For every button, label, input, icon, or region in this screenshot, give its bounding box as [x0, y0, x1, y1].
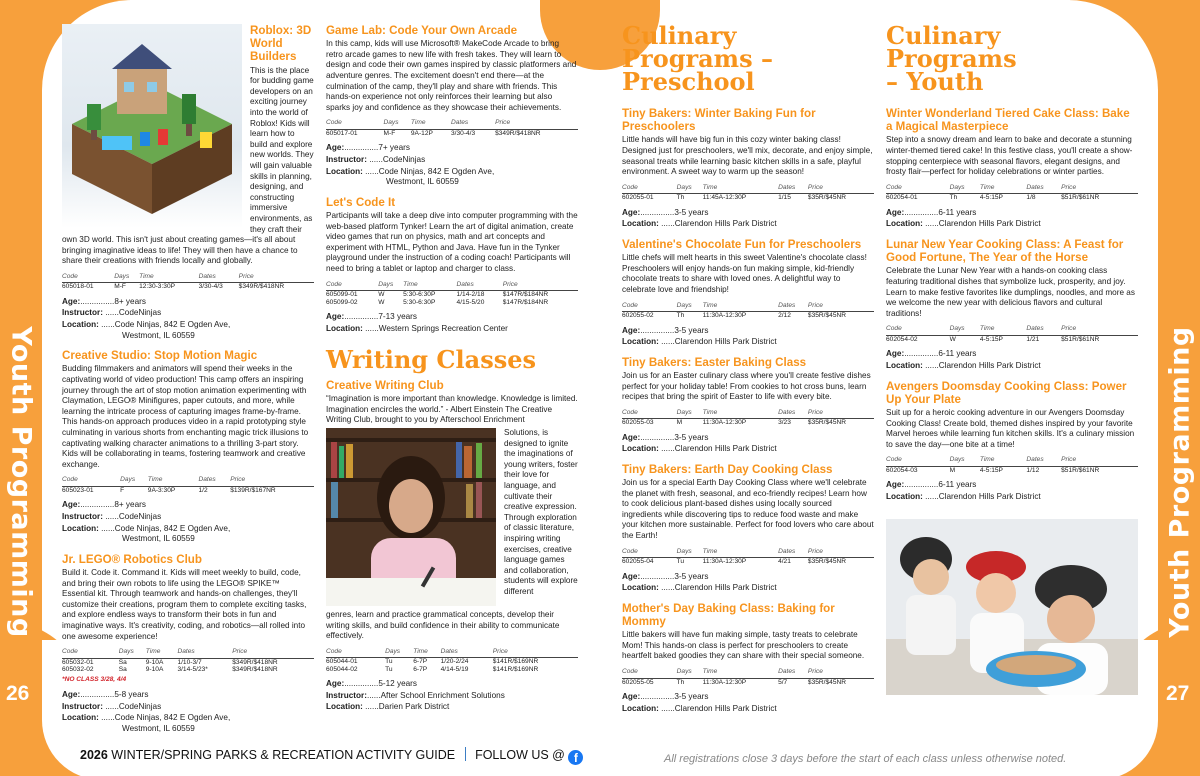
facebook-icon[interactable]: f: [568, 750, 583, 765]
easter-title: Tiny Bakers: Easter Baking Class: [622, 355, 807, 369]
page-number-left: 26: [6, 682, 30, 705]
easter-desc: Join us for an Easter culinary class where you'll create festive dishes perfect for your holiday table! From cookies to hot cross buns, learn recipes that bring the spirit of Easter to life with every bite.: [622, 370, 871, 402]
lunar-new-year-location: Location: ......Clarendon Hills Park District: [886, 360, 1041, 370]
winter-baking-title: Tiny Bakers: Winter Baking Fun for Preschoolers: [622, 107, 816, 134]
stop-motion-desc: Budding filmmakers and animators will spend their weeks in the captivating world of video production! This camp offers an inspiring journey through the art of stop motion animation experimenting with Claymation, LEGO® Minifigures, paper cutouts, and more, while learning the intricate process of capturing images frame-by-frame. This hands-on approach produces video in a rapid prototyping style culminating in various shorts from enchanting magic trick illusions to captivating walking character animations to a thrilling 3-part story. Kids will be collaborating in teams, fostering teamwork and creative exchange.: [62, 364, 309, 469]
tiered-cake-desc: Step into a snowy dream and learn to bake and decorate a stunning winter-themed tiered cake! In this festive class, you'll create a show-stopping centerpiece with seasonal flavors, elegant designs, and frosty flair—perfect for holiday celebrations or winter parties.: [886, 135, 1133, 177]
avengers-table: Code Days Time Dates Price 602054-03 M 4-5:15P 1/12 $51R/$61NR: [886, 455, 1138, 474]
valentine-title: Valentine's Chocolate Fun for Preschoolers: [622, 237, 862, 251]
kids-cooking-photo: [886, 519, 1138, 695]
lunar-new-year-table: Code Days Time Dates Price 602054-02 W 4-5:15P 1/21 $51R/$61NR: [886, 324, 1138, 343]
game-lab-location: Location: ......Code Ninjas, 842 E Ogden Ave, Westmont, IL 60559: [326, 166, 495, 187]
stop-motion-title: Creative Studio: Stop Motion Magic: [62, 349, 258, 363]
writing-age: Age:...............5-12 years: [326, 679, 418, 689]
earth-day-table: Code Days Time Dates Price 602055-04 Tu 11:30A-12:30P 4/21 $35R/$45NR: [622, 547, 874, 566]
game-lab-instructor: Instructor: ......CodeNinjas: [326, 154, 426, 164]
table-row: 605017-01 M-F 9A-12P 3/30-4/3 $349R/$418NR: [326, 129, 541, 137]
table-row: 605099-02 W 5:30-6:30P 4/15-5/20 $147R/$184NR: [326, 298, 549, 306]
column-4: [886, 21, 1138, 695]
footer-follow: FOLLOW US @: [475, 748, 565, 762]
lunar-new-year-desc: Celebrate the Lunar New Year with a hands-on cooking class featuring traditional dishes that symbolize luck, prosperity, and joy. Learn to make festive favorites like dumplings, noodles, and more as we welcome the new year with delicious flavors and cultural traditions!: [886, 266, 1135, 318]
stop-motion-instructor: Instructor: ......CodeNinjas: [62, 512, 162, 521]
writing-table: Code Days Time Dates Price 605044-01 Tu 6-7P 1/20-2/24 $141R/$169NR 605044-02 Tu 6-7P 4/14-5/19 $141R/$169NR: [326, 647, 578, 673]
tiered-cake-table: Code Days Time Dates Price 602054-01 Th 4-5:15P 1/8 $51R/$61NR: [886, 183, 1138, 202]
writing-desc-1: “Imagination is more important than knowledge. Knowledge is limited. Imagination encircles the world.” - Albert Einstein The Creative Writing Club, brought to you by Afterschool Enrichment: [326, 394, 578, 425]
lets-code-desc: Participants will take a deep dive into computer programming with the web-based platform Tynker! Learn the art of digital animation, create video games that run on physics, math and art concepts and experiment with HTML, Python and Java. Have fun in the Tynker playground under the instruction of a coding coach! Participants will need to bring a tablet or laptop and charger to class.: [326, 210, 578, 273]
game-lab-table: Code Days Time Dates Price 605017-01 M-F 9A-12P 3/30-4/3 $349R/$418NR: [326, 118, 578, 137]
easter-age: Age:...............3-5 years: [622, 432, 709, 442]
culinary-preschool-heading: Culinary Programs – Preschool: [622, 21, 773, 96]
avengers-age: Age:...............6-11 years: [886, 480, 977, 490]
avengers-location: Location: ......Clarendon Hills Park District: [886, 491, 1041, 501]
tiered-cake-location: Location: ......Clarendon Hills Park District: [886, 219, 1041, 229]
footer-guide: WINTER/SPRING PARKS & RECREATION ACTIVITY GUIDE: [111, 748, 456, 762]
lego-desc: Build it. Code it. Command it. Kids will meet weekly to build, code, and bring their own robots to life using the LEGO® SPIKE™ Essential kit. Through teamwork and hands-on challenges, they'll customize their creations, program them to complete exciting tasks, and explore endless ways to transform their bots in fun and imaginative ways. It's creativity, coding, and robotics—all rolled into one awesome experience!: [62, 567, 307, 641]
lets-code-location: Location: ......Western Springs Recreation Center: [326, 323, 508, 333]
lego-instructor: Instructor: ......CodeNinjas: [62, 701, 162, 711]
footer-year: 2026: [80, 748, 108, 762]
roblox-image: [62, 24, 242, 228]
game-lab-age: Age:...............7+ years: [326, 143, 410, 153]
avengers-desc: Suit up for a heroic cooking adventure in our Avengers Doomsday Cooking Class! Create bold, themed dishes inspired by your favorite Marvel heroes while learning fun kitchen skills. It's a culinary mission to save the day—one bite at a time!: [886, 407, 1135, 449]
valentine-table: Code Days Time Dates Price 602055-02 Th 11:30A-12:30P 2/12 $35R/$45NR: [622, 301, 874, 320]
tiered-cake-age: Age:...............6-11 years: [886, 207, 977, 217]
writing-title: Creative Writing Club: [326, 379, 444, 393]
writing-desc-3: genres, learn and practice grammatical concepts, develop their writing skills, and build confidence in their ability to communicate effectively.: [326, 610, 560, 641]
column-2: [326, 24, 578, 714]
writing-section-heading: Writing Classes: [326, 345, 536, 375]
winter-baking-table: Code Days Time Dates Price 602055-01 Th 11:45A-12:30P 1/15 $35R/$45NR: [622, 183, 874, 202]
footer-note: All registrations close 3 days before the start of each class unless otherwise noted.: [664, 753, 1067, 765]
page-number-right: 27: [1166, 682, 1190, 705]
stop-motion-location: Location: ......Code Ninjas, 842 E Ogden Ave, Westmont, IL 60559: [62, 523, 231, 544]
winter-baking-desc: Little hands will have big fun in this cozy winter baking class! Designed just for preschoolers, we'll mix, decorate, and enjoy simple, seasonal treats while learning basic kitchen skills in a safe, playful environment. A sweet way to warm up the season!: [622, 135, 873, 177]
writing-instructor: Instructor:......After School Enrichment Solutions: [326, 690, 505, 700]
table-row: 602055-04 Tu 11:30A-12:30P 4/21 $35R/$45NR: [622, 558, 847, 566]
mothers-day-title: Mother's Day Baking Class: Baking for Mommy: [622, 601, 835, 629]
earth-day-location: Location: ......Clarendon Hills Park District: [622, 583, 777, 593]
table-row: 605099-01 W 5:30-6:30P 1/14-2/18 $147R/$184NR: [326, 291, 549, 299]
easter-table: Code Days Time Dates Price 602055-03 M 11:30A-12:30P 3/23 $35R/$45NR: [622, 408, 874, 427]
easter-location: Location: ......Clarendon Hills Park District: [622, 444, 777, 454]
table-row: 605044-01 Tu 6-7P 1/20-2/24 $141R/$169NR: [326, 658, 539, 666]
tiered-cake-title: Winter Wonderland Tiered Cake Class: Bake a Magical Masterpiece: [886, 107, 1130, 134]
winter-baking-age: Age:...............3-5 years: [622, 207, 709, 217]
writing-location: Location: ......Darien Park District: [326, 702, 450, 712]
table-row: 602054-03 M 4-5:15P 1/12 $51R/$61NR: [886, 466, 1100, 474]
lego-age: Age:...............5-8 years: [62, 690, 149, 700]
mothers-day-age: Age:...............3-5 years: [622, 692, 709, 702]
roblox-instructor: Instructor: ......CodeNinjas: [62, 308, 162, 318]
footer-divider: [465, 747, 466, 761]
valentine-location: Location: ......Clarendon Hills Park District: [622, 337, 777, 347]
earth-day-age: Age:...............3-5 years: [622, 571, 709, 581]
table-row: 602055-01 Th 11:45A-12:30P 1/15 $35R/$45NR: [622, 194, 847, 202]
roblox-location: Location: ......Code Ninjas, 842 E Ogden Ave, Westmont, IL 60559: [62, 320, 231, 340]
mothers-day-desc: Little bakers will have fun making simple, tasty treats to celebrate Mom! This hands-on class is perfect for preschoolers to create heartfelt baked goodies they can share with their special someone.: [622, 630, 865, 661]
winter-baking-location: Location: ......Clarendon Hills Park District: [622, 219, 777, 229]
lunar-new-year-age: Age:...............6-11 years: [886, 349, 977, 359]
table-row: 602054-01 Th 4-5:15P 1/8 $51R/$61NR: [886, 194, 1100, 202]
mothers-day-location: Location: ......Clarendon Hills Park District: [622, 703, 777, 713]
earth-day-desc: Join us for a special Earth Day Cooking Class where we'll celebrate the planet with fresh, seasonal, and eco-friendly recipes! Learn how to cook delicious plant-based dishes using locally sourced ingredients while discovering tips to reduce food waste and make your kitchen more sustainable. Perfect for food lovers who care about the Earth!: [622, 478, 874, 541]
roblox-age: Age:...............8+ years: [62, 296, 146, 306]
table-row: 602055-02 Th 11:30A-12:30P 2/12 $35R/$45NR: [622, 312, 847, 320]
valentine-desc: Little chefs will melt hearts in this sweet Valentine's chocolate class! Preschoolers will enjoy hands-on fun making simple, kid-friendly chocolate treats to share with loved ones. A delightful way to celebrate love and friendship!: [622, 253, 867, 294]
side-label-right: Youth Programming: [1164, 326, 1196, 638]
game-lab-title: Game Lab: Code Your Own Arcade: [326, 24, 518, 37]
lego-table: Code Days Time Dates Price 605032-01 Sa 9-10A 1/10-3/7 $349R/$418NR 605032-02 Sa 9-10A 3/14-5/23* $349R/$418NR: [62, 647, 314, 673]
table-row: 605018-01 M-F 12:30-3:30P 3/30-4/3 $349R/$418NR: [62, 283, 285, 291]
roblox-table: Code Days Time Dates Price 605018-01 M-F 12:30-3:30P 3/30-4/3 $349R/$418NR: [62, 272, 314, 291]
lets-code-table: Code Days Time Dates Price 605099-01 W 5:30-6:30P 1/14-2/18 $147R/$184NR 605099-02 W 5:30-6:30P 4/15-5/20 $147R/$184NR: [326, 280, 578, 306]
valentine-age: Age:...............3-5 years: [622, 325, 709, 335]
table-row: 605044-02 Tu 6-7P 4/14-5/19 $141R/$169NR: [326, 665, 539, 673]
mothers-day-table: Code Days Time Dates Price 602055-05 Th 11:30A-12:30P 5/7 $35R/$45NR: [622, 667, 874, 686]
footer-left: [80, 747, 583, 765]
table-row: 602054-02 W 4-5:15P 1/21 $51R/$61NR: [886, 335, 1100, 343]
roblox-title: Roblox: 3D World Builders: [250, 24, 312, 64]
stop-motion-table: Code Days Time Dates Price 605023-01 F 9A-3:30P 1/2 $139R/$167NR: [62, 475, 314, 494]
side-label-left: Youth Programming: [5, 326, 37, 638]
table-row: 605032-01 Sa 9-10A 1/10-3/7 $349R/$418NR: [62, 658, 278, 666]
writing-desc-2: Solutions, is designed to ignite the imaginations of young writers, foster their love for language, and cultivate their creative expression. Through exploration of classic literature, inspiring writing exercises, creative language games and collaboration, students will explore different: [504, 428, 578, 596]
lego-location: Location: ......Code Ninjas, 842 E Ogden Ave, Westmont, IL 60559: [62, 713, 231, 733]
culinary-youth-heading: Culinary Programs – Youth: [886, 21, 1017, 96]
stop-motion-age: Age:...............8+ years: [62, 500, 146, 510]
earth-day-title: Tiny Bakers: Earth Day Cooking Class: [622, 462, 833, 476]
lunar-new-year-title: Lunar New Year Cooking Class: A Feast for Good Fortune, The Year of the Horse: [886, 237, 1124, 265]
table-row: 602055-05 Th 11:30A-12:30P 5/7 $35R/$45NR: [622, 678, 847, 686]
avengers-title: Avengers Doomsday Cooking Class: Power Up Your Plate: [886, 379, 1127, 406]
writing-photo: [326, 428, 496, 606]
table-row: 602055-03 M 11:30A-12:30P 3/23 $35R/$45NR: [622, 419, 847, 427]
roblox-desc: This is the place for budding game developers on an exciting journey into the world of Roblox! Kids will learn how to build and explore new worlds. They will gain valuable skills in planning, designing, and constructing immersive environments, as they craft their own 3D world. This isn't just about creating games—it's all about bringing imaginative ideas to life! They will then have a chance to share their creations with friends locally and globally.: [62, 65, 314, 266]
game-lab-desc: In this camp, kids will use Microsoft® MakeCode Arcade to bring retro arcade games to new life with fresh takes. They will learn to design and code their own games inspired by classic platformers and adventure genres. The excitement doesn't end there—at the culmination of the camp, they'll play and share with friends. This hands-on experience not only reinforces their learning but also sparks joy and confidence as they showcase their achievements.: [326, 39, 577, 112]
table-row: 605032-02 Sa 9-10A 3/14-5/23* $349R/$418NR: [62, 666, 278, 674]
lets-code-title: Let's Code It: [326, 195, 396, 209]
lego-no-class-note: *NO CLASS 3/28, 4/4: [62, 675, 127, 683]
lego-title: Jr. LEGO® Robotics Club: [62, 552, 202, 566]
column-3: [622, 21, 874, 715]
lets-code-age: Age:...............7-13 years: [326, 311, 418, 321]
table-row: 605023-01 F 9A-3:30P 1/2 $139R/$167NR: [62, 487, 276, 494]
column-1: [62, 24, 314, 736]
